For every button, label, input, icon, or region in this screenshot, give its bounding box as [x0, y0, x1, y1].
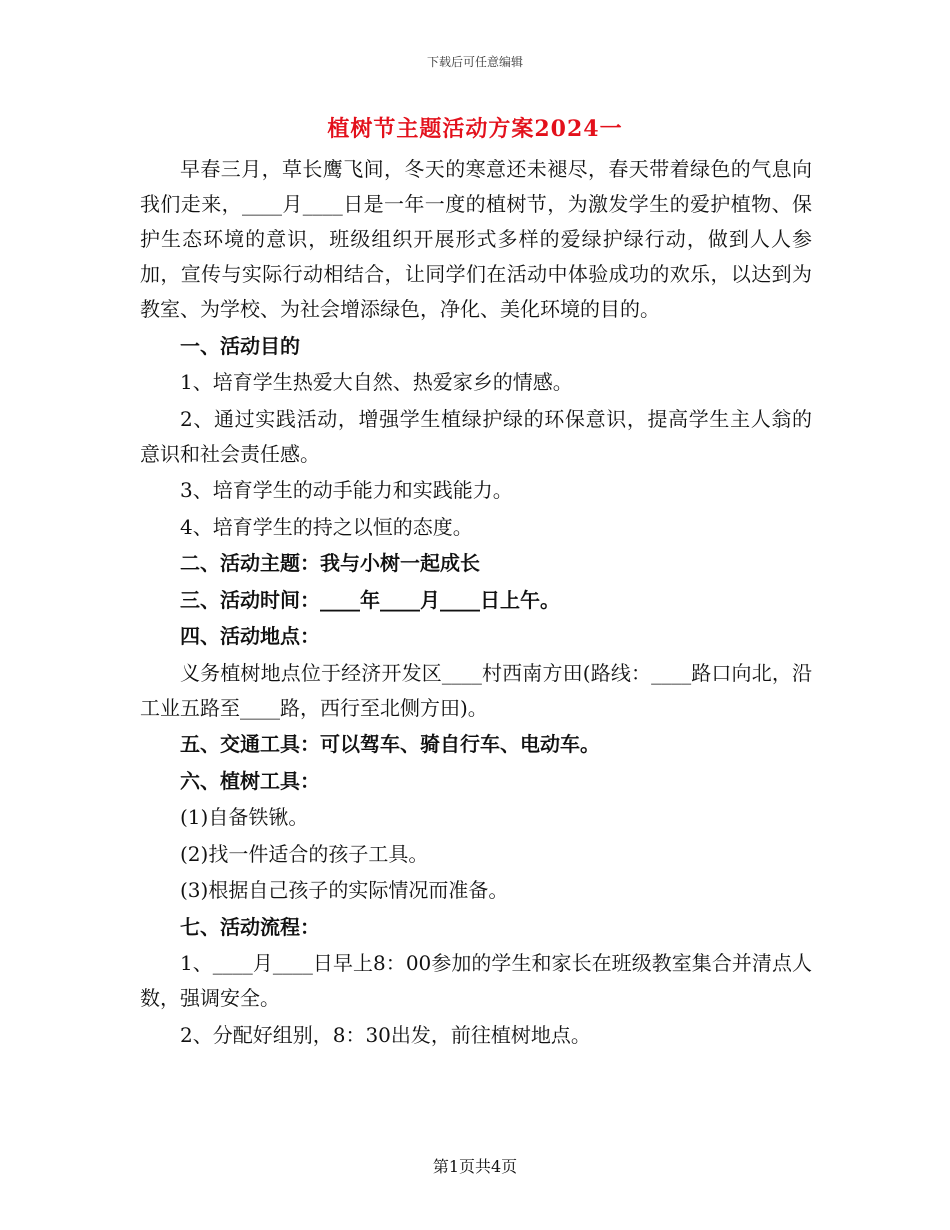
document-body: [140, 152, 812, 1054]
heading-transport: 五、交通工具：可以驾车、骑自行车、电动车。: [180, 732, 600, 756]
heading-time: 三、活动时间：____年____月____日上午。: [180, 587, 560, 612]
list-item: 2、通过实践活动，增强学生植绿护绿的环保意识，提高学生主人翁的意识和社会责任感。: [140, 406, 812, 466]
list-item: 3、培育学生的动手能力和实践能力。: [180, 478, 513, 502]
list-item: (1)自备铁锹。: [180, 805, 309, 829]
list-item: 1、____月____日早上8：00参加的学生和家长在班级教室集合并清点人数，强调安全。: [140, 951, 812, 1010]
heading-theme: 二、活动主题：我与小树一起成长: [180, 551, 480, 575]
page-header: 下载后可任意编辑: [426, 55, 523, 69]
heading-location: 四、活动地点：: [180, 624, 320, 648]
list-item: (2)找一件适合的孩子工具。: [180, 841, 429, 866]
heading-process: 七、活动流程：: [180, 914, 320, 939]
list-item: (3)根据自己孩子的实际情况而准备。: [180, 878, 509, 902]
list-item: 2、分配好组别，8：30出发，前往植树地点。: [180, 1022, 591, 1047]
document-title: 植树节主题活动方案2024一: [327, 116, 623, 142]
page-footer: 第1页共4页: [432, 1157, 518, 1176]
list-item: 4、培育学生的持之以恒的态度。: [180, 514, 473, 539]
heading-tools: 六、植树工具：: [180, 768, 320, 793]
paragraph-location: 义务植树地点位于经济开发区____村西南方田(路线：____路口向北，沿工业五路至____路，西行至北侧方田)。: [140, 660, 812, 720]
paragraph-intro: 早春三月，草长鹰飞间，冬天的寒意还未褪尽，春天带着绿色的气息向我们走来，____月____日是一年一度的植树节，为激发学生的爱护植物、保护生态环境的意识，班级组织开展形式多样的爱绿护绿行动，做到人人参加，宣传与实际行动相结合，让同学们在活动中体验成功的欢乐，以达到为教室、为学校、为社会增添绿色，净化、美化环境的目的。: [140, 157, 812, 321]
list-item: 1、培育学生热爱大自然、热爱家乡的情感。: [180, 370, 573, 394]
heading-purpose: 一、活动目的: [180, 333, 300, 358]
